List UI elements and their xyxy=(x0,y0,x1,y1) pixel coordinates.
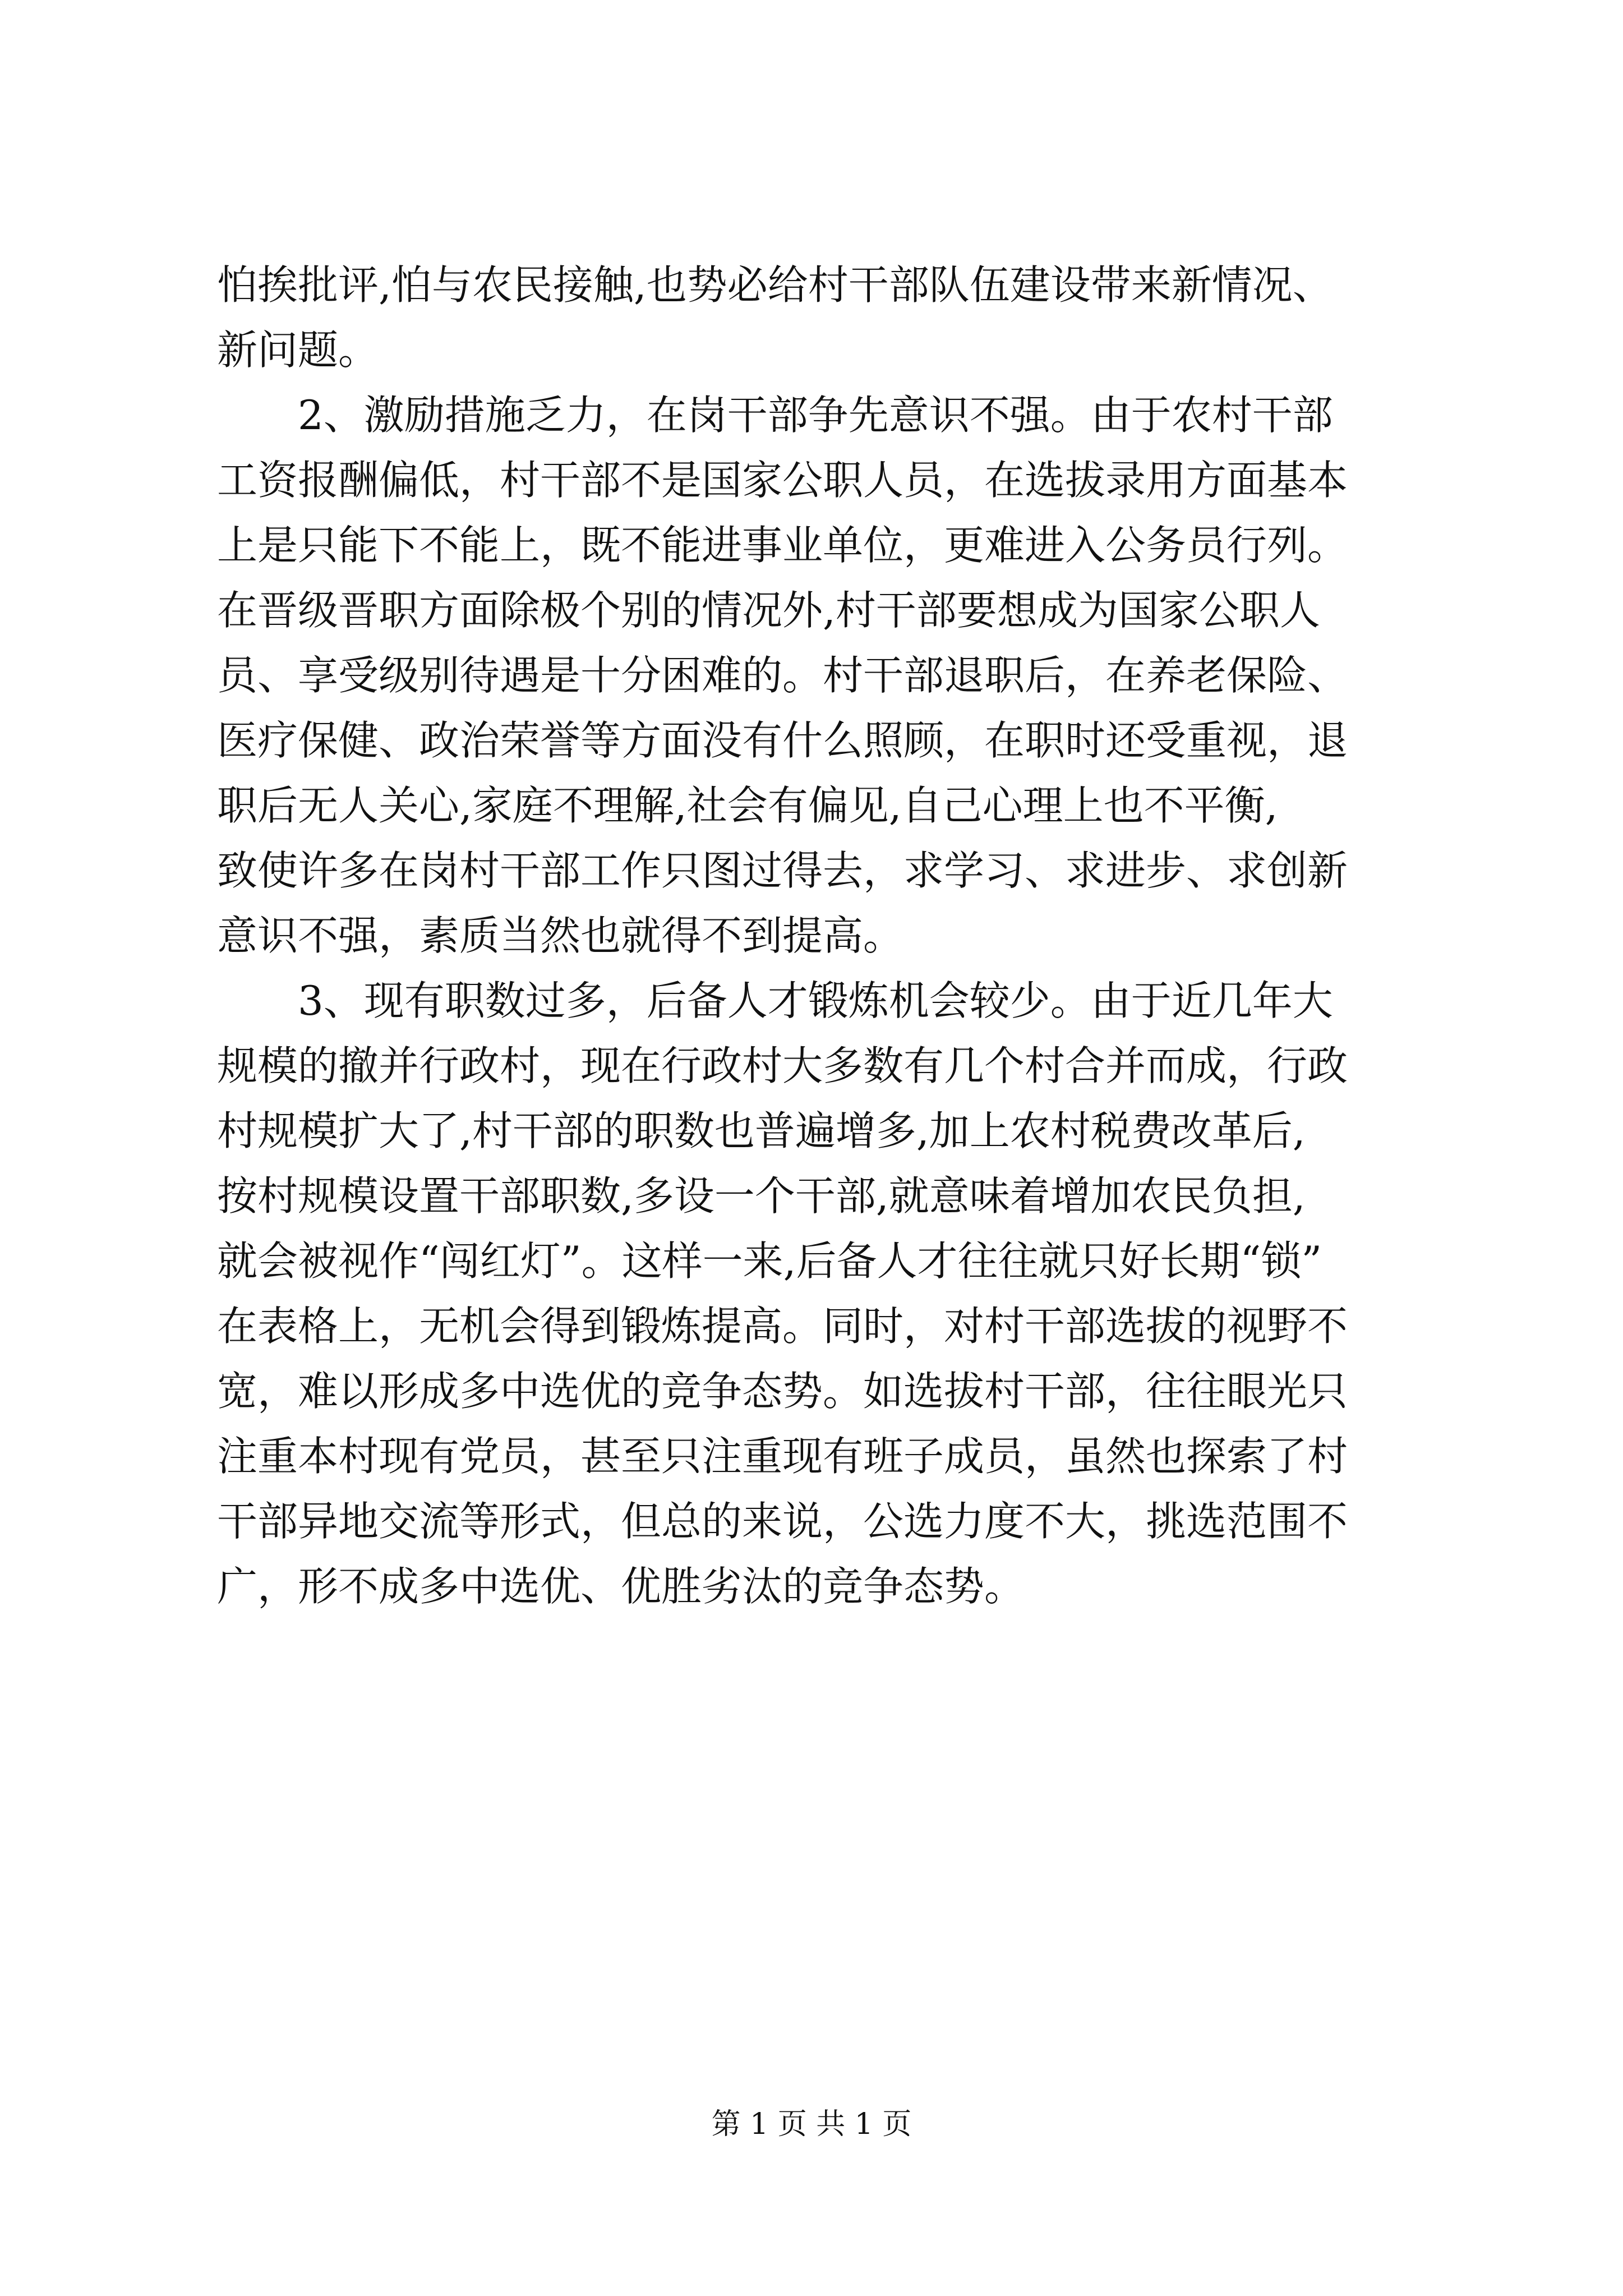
text-line: 上是只能下不能上，既不能进事业单位，更难进入公务员行列。 xyxy=(217,522,1348,569)
text-line: 工资报酬偏低，村干部不是国家公职人员，在选拔录用方面基本 xyxy=(217,457,1348,504)
document-body xyxy=(217,252,1428,1619)
text-line: 医疗保健、政治荣誉等方面没有什么照顾，在职时还受重视，退 xyxy=(217,717,1348,764)
text-line: 规模的撤并行政村，现在行政村大多数有几个村合并而成，行政 xyxy=(217,1042,1348,1089)
text-line: 3、现有职数过多，后备人才锻炼机会较少。由于近几年大 xyxy=(217,977,1333,1024)
text-line: 按村规模设置干部职数,多设一个干部,就意味着增加农民负担, xyxy=(217,1172,1306,1220)
text-line: 2、激励措施乏力，在岗干部争先意识不强。由于农村干部 xyxy=(217,392,1333,439)
text-line: 注重本村现有党员，甚至只注重现有班子成员，虽然也探索了村 xyxy=(217,1433,1348,1480)
text-line: 广，形不成多中选优、优胜劣汰的竞争态势。 xyxy=(217,1563,1025,1610)
text-line: 宽，难以形成多中选优的竞争态势。如选拔村干部，往往眼光只 xyxy=(217,1368,1348,1415)
text-line: 致使许多在岗村干部工作只图过得去，求学习、求进步、求创新 xyxy=(217,847,1348,894)
text-line: 就会被视作“闯红灯”。这样一来,后备人才往往就只好长期“锁” xyxy=(217,1237,1322,1285)
text-line: 怕挨批评,怕与农民接触,也势必给村干部队伍建设带来新情况、 xyxy=(217,261,1333,309)
text-line: 在表格上，无机会得到锻炼提高。同时，对村干部选拔的视野不 xyxy=(217,1303,1348,1350)
text-line: 意识不强，素质当然也就得不到提高。 xyxy=(217,912,904,959)
text-line: 干部异地交流等形式，但总的来说，公选力度不大，挑选范围不 xyxy=(217,1498,1348,1545)
text-line: 职后无人关心,家庭不理解,社会有偏见,自己心理上也不平衡, xyxy=(217,782,1278,829)
page-number-footer: 第 1 页 共 1 页 xyxy=(711,2108,912,2141)
text-line: 村规模扩大了,村干部的职数也普遍增多,加上农村税费改革后, xyxy=(217,1107,1306,1154)
text-line: 在晋级晋职方面除极个别的情况外,村干部要想成为国家公职人 xyxy=(217,587,1320,634)
text-line: 新问题。 xyxy=(217,326,379,374)
text-line: 员、享受级别待遇是十分困难的。村干部退职后，在养老保险、 xyxy=(217,652,1348,699)
